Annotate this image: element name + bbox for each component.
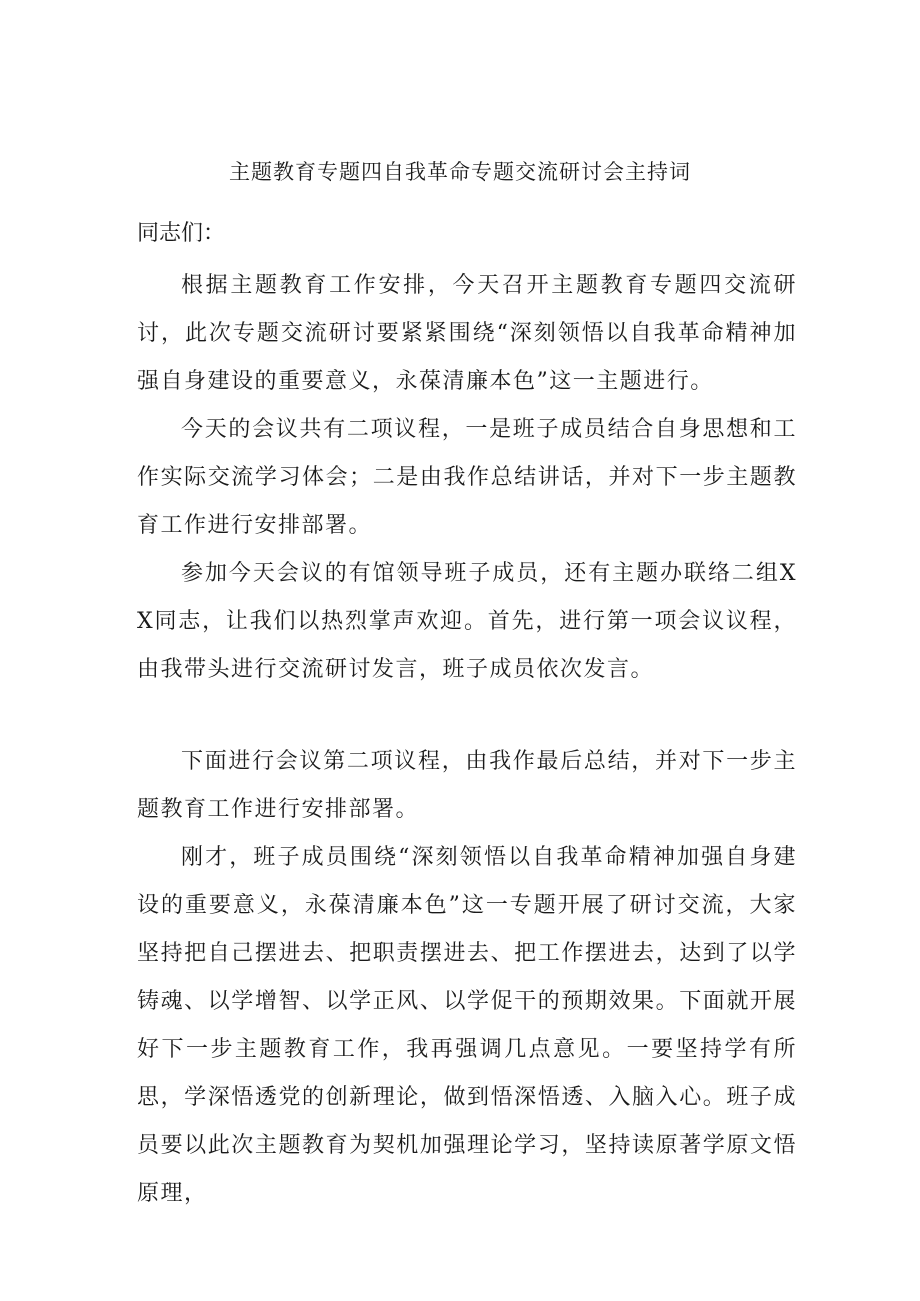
paragraph-5: 刚才，班子成员围绕“深刻领悟以自我革命精神加强自身建设的重要意义，永葆清廉本色”这一专题开展了研讨交流，大家坚持把自己摆进去、把职责摆进去、把工作摆进去，达到了以学铸魂、以学增智、以学正风、以学促干的预期效果。下面就开展好下一步主题教育工作，我再强调几点意见。一要坚持学有所思，学深悟透党的创新理论，做到悟深悟透、入脑入心。班子成员要以此次主题教育为契机加强理论学习，坚持读原著学原文悟原理， bbox=[137, 845, 797, 1206]
document-title: 主题教育专题四自我革命专题交流研讨会主持词 bbox=[229, 160, 691, 184]
paragraph-4: 下面进行会议第二项议程，由我作最后总结，并对下一步主题教育工作进行安排部署。 bbox=[137, 749, 797, 822]
paragraph-1: 根据主题教育工作安排，今天召开主题教育专题四交流研讨，此次专题交流研讨要紧紧围绕“深刻领悟以自我革命精神加强自身建设的重要意义，永葆清廉本色”这一主题进行。 bbox=[137, 273, 797, 394]
paragraph-2: 今天的会议共有二项议程，一是班子成员结合自身思想和工作实际交流学习体会；二是由我作总结讲话，并对下一步主题教育工作进行安排部署。 bbox=[137, 417, 797, 538]
salutation: 同志们： bbox=[137, 221, 226, 246]
paragraph-3: 参加今天会议的有馆领导班子成员，还有主题办联络二组XX同志，让我们以热烈掌声欢迎。首先，进行第一项会议议程，由我带头进行交流研讨发言，班子成员依次发言。 bbox=[137, 561, 797, 682]
